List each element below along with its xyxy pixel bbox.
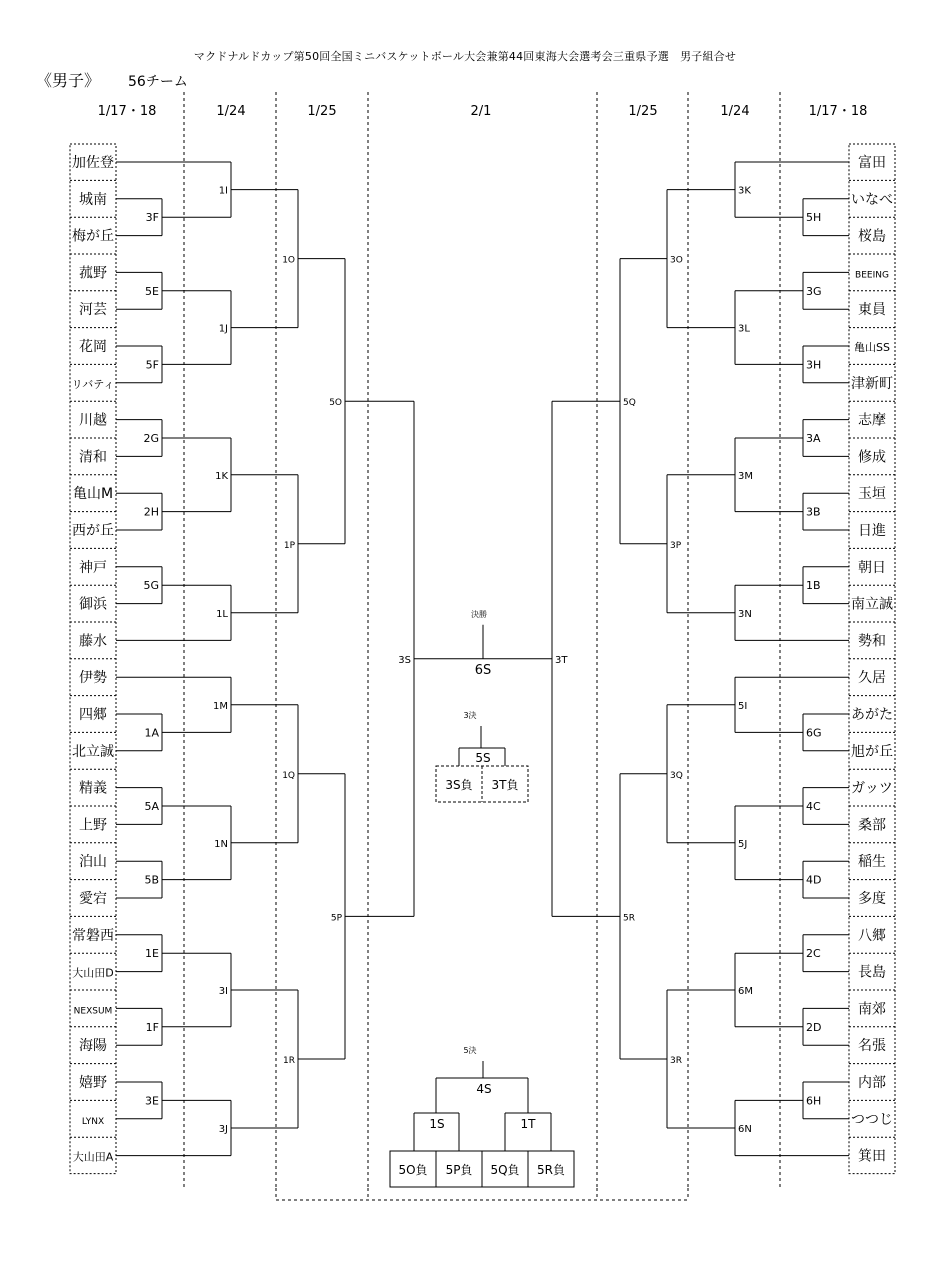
- team-name-left: 川越: [79, 412, 107, 429]
- match-label: 1I: [218, 185, 228, 197]
- match-label: 5G: [143, 579, 159, 593]
- match-label: 3T: [555, 654, 568, 666]
- match-label: 3O: [670, 255, 683, 266]
- fifth-slot: 5P負: [445, 1163, 473, 1177]
- team-name-left: 北立誠: [72, 743, 114, 760]
- division-label: 《男子》: [36, 71, 101, 90]
- match-label: 1N: [214, 838, 228, 850]
- team-name-right: 志摩: [858, 412, 886, 429]
- team-name-left: 花岡: [79, 339, 107, 355]
- team-name-right: 津新町: [851, 375, 893, 392]
- match-label: 5P: [330, 913, 342, 924]
- date-header-5: 1/24: [720, 104, 750, 119]
- team-name-right: 朝日: [858, 559, 886, 576]
- team-name-right: いなべ: [851, 191, 893, 208]
- match-label: 3K: [738, 185, 751, 197]
- match-label: 3P: [670, 540, 682, 551]
- match-label: 6M: [738, 986, 753, 997]
- match-label: 4C: [806, 800, 821, 813]
- team-name-right: 亀山SS: [854, 341, 890, 354]
- third-slot: 3S負: [445, 778, 473, 792]
- match-label: 1P: [283, 540, 295, 551]
- team-name-left: 泊山: [79, 854, 107, 871]
- match-label: 3J: [218, 1124, 228, 1135]
- match-label: 5H: [806, 211, 822, 225]
- team-name-left: 大山田A: [72, 1150, 114, 1164]
- team-name-left: LYNX: [81, 1116, 105, 1127]
- date-header-0: 1/17・18: [97, 104, 157, 119]
- right-team-box: [849, 144, 895, 1174]
- team-name-right: 玉垣: [858, 486, 886, 503]
- team-name-right: あがた: [851, 707, 893, 723]
- match-label: 3I: [218, 986, 228, 997]
- match-label: 3G: [806, 284, 822, 298]
- date-header-3: 2/1: [470, 104, 492, 119]
- team-name-right: 稲生: [858, 854, 886, 871]
- tournament-heading: マクドナルドカップ第50回全国ミニバスケットボール大会兼第44回東海大会選考会三重県予選 男子組合せ: [193, 50, 737, 63]
- third-slot: 3T負: [491, 778, 519, 792]
- match-label: 5F: [145, 358, 159, 372]
- match-label: 5E: [145, 284, 159, 298]
- match-label: 4D: [806, 873, 822, 887]
- final-label: 決勝: [471, 609, 487, 619]
- match-label: 1L: [216, 608, 228, 620]
- match-label: 6N: [738, 1124, 752, 1135]
- team-name-right: つつじ: [851, 1111, 893, 1128]
- match-label: 1O: [282, 255, 295, 266]
- team-name-right: 富田: [858, 155, 886, 171]
- match-label: 1A: [144, 726, 159, 740]
- team-name-left: 海陽: [79, 1038, 107, 1055]
- team-name-right: ガッツ: [851, 780, 893, 797]
- match-label: 1M: [213, 700, 228, 712]
- team-name-right: 多度: [858, 891, 886, 907]
- match-label: 5O: [329, 398, 342, 409]
- match-label: 1K: [215, 470, 228, 482]
- match-label: 3N: [738, 608, 752, 620]
- team-name-right: 旭が丘: [851, 743, 893, 760]
- team-name-right: 名張: [858, 1038, 886, 1055]
- fifth-slot: 5R負: [537, 1163, 565, 1177]
- date-header-1: 1/24: [216, 104, 246, 119]
- match-label: 5I: [738, 700, 748, 712]
- team-name-right: BEEING: [855, 270, 889, 281]
- match-label: 2C: [806, 947, 821, 961]
- match-label: 2H: [143, 505, 159, 519]
- team-name-right: 内部: [858, 1075, 886, 1091]
- fifth-match: 4S: [476, 1082, 492, 1096]
- team-name-left: 伊勢: [79, 670, 107, 687]
- team-name-left: 城南: [79, 191, 107, 208]
- match-label: 5Q: [623, 398, 636, 409]
- fifth-slot: 5O負: [398, 1163, 428, 1177]
- match-label: 6G: [806, 726, 822, 740]
- match-label: 1B: [806, 579, 821, 593]
- match-label: 3S: [398, 654, 411, 666]
- team-name-left: 精義: [79, 780, 107, 797]
- team-name-right: 勢和: [858, 633, 886, 650]
- team-name-left: 藤水: [79, 633, 107, 650]
- match-label: 3R: [670, 1056, 682, 1066]
- team-name-right: 南郊: [858, 1001, 886, 1018]
- team-name-left: 菰野: [79, 265, 107, 282]
- match-label: 5R: [623, 913, 635, 924]
- match-label: 5A: [144, 800, 159, 813]
- fifth-semi: 1T: [520, 1117, 536, 1131]
- match-label: 3F: [145, 211, 159, 225]
- team-name-left: 梅が丘: [72, 228, 114, 245]
- match-label: 1Q: [282, 770, 295, 781]
- fifth-semi: 1S: [429, 1117, 445, 1131]
- match-label: 2D: [806, 1020, 822, 1034]
- team-name-right: 日進: [858, 523, 886, 539]
- match-label: 3L: [738, 323, 750, 335]
- team-count: 56チーム: [128, 74, 188, 90]
- date-header-2: 1/25: [307, 104, 337, 119]
- match-label: 5J: [738, 838, 748, 850]
- third-match: 5S: [475, 751, 491, 765]
- team-name-right: 長島: [858, 964, 886, 981]
- match-label: 3E: [145, 1094, 159, 1108]
- match-label: 5B: [144, 873, 159, 887]
- team-name-right: 東員: [858, 302, 886, 319]
- team-name-right: 桑部: [858, 817, 886, 834]
- match-label: 3B: [806, 505, 821, 519]
- match-label: 1J: [218, 323, 228, 335]
- match-label: 3M: [738, 470, 753, 482]
- fifth-label: 5決: [463, 1046, 477, 1055]
- team-name-right: 桜島: [858, 228, 886, 245]
- team-name-left: 大山田D: [72, 966, 114, 980]
- date-header-4: 1/25: [628, 104, 658, 119]
- team-name-left: 上野: [79, 817, 107, 834]
- team-name-right: 箕田: [858, 1148, 886, 1165]
- team-name-right: 修成: [858, 449, 886, 466]
- team-name-left: リバティ: [71, 377, 115, 391]
- match-label: 6H: [806, 1094, 822, 1108]
- team-name-left: NEXSUM: [73, 1006, 113, 1017]
- match-label: 1F: [145, 1020, 159, 1034]
- team-name-left: 四郷: [79, 707, 107, 723]
- left-team-box: [70, 144, 116, 1174]
- third-label: 3決: [463, 711, 477, 720]
- match-label: 1E: [145, 947, 159, 961]
- team-name-left: 御浜: [79, 596, 107, 613]
- team-name-left: 清和: [79, 449, 107, 466]
- final-match: 6S: [474, 662, 492, 678]
- team-name-right: 南立誠: [851, 596, 893, 613]
- match-label: 1R: [283, 1056, 295, 1066]
- team-name-left: 愛宕: [79, 891, 107, 907]
- team-name-left: 常磐西: [72, 927, 114, 944]
- team-name-right: 久居: [858, 670, 886, 687]
- match-label: 3Q: [670, 770, 683, 781]
- fifth-slot: 5Q負: [490, 1163, 520, 1177]
- team-name-left: 神戸: [79, 559, 107, 576]
- match-label: 3A: [806, 432, 821, 445]
- team-name-left: 嬉野: [79, 1075, 107, 1091]
- match-label: 3H: [806, 358, 822, 372]
- team-name-left: 西が丘: [72, 523, 114, 539]
- team-name-right: 八郷: [858, 927, 886, 944]
- date-header-6: 1/17・18: [808, 104, 868, 119]
- match-label: 2G: [143, 432, 159, 445]
- team-name-left: 河芸: [79, 302, 107, 319]
- team-name-left: 亀山M: [72, 486, 114, 503]
- team-name-left: 加佐登: [72, 155, 114, 171]
